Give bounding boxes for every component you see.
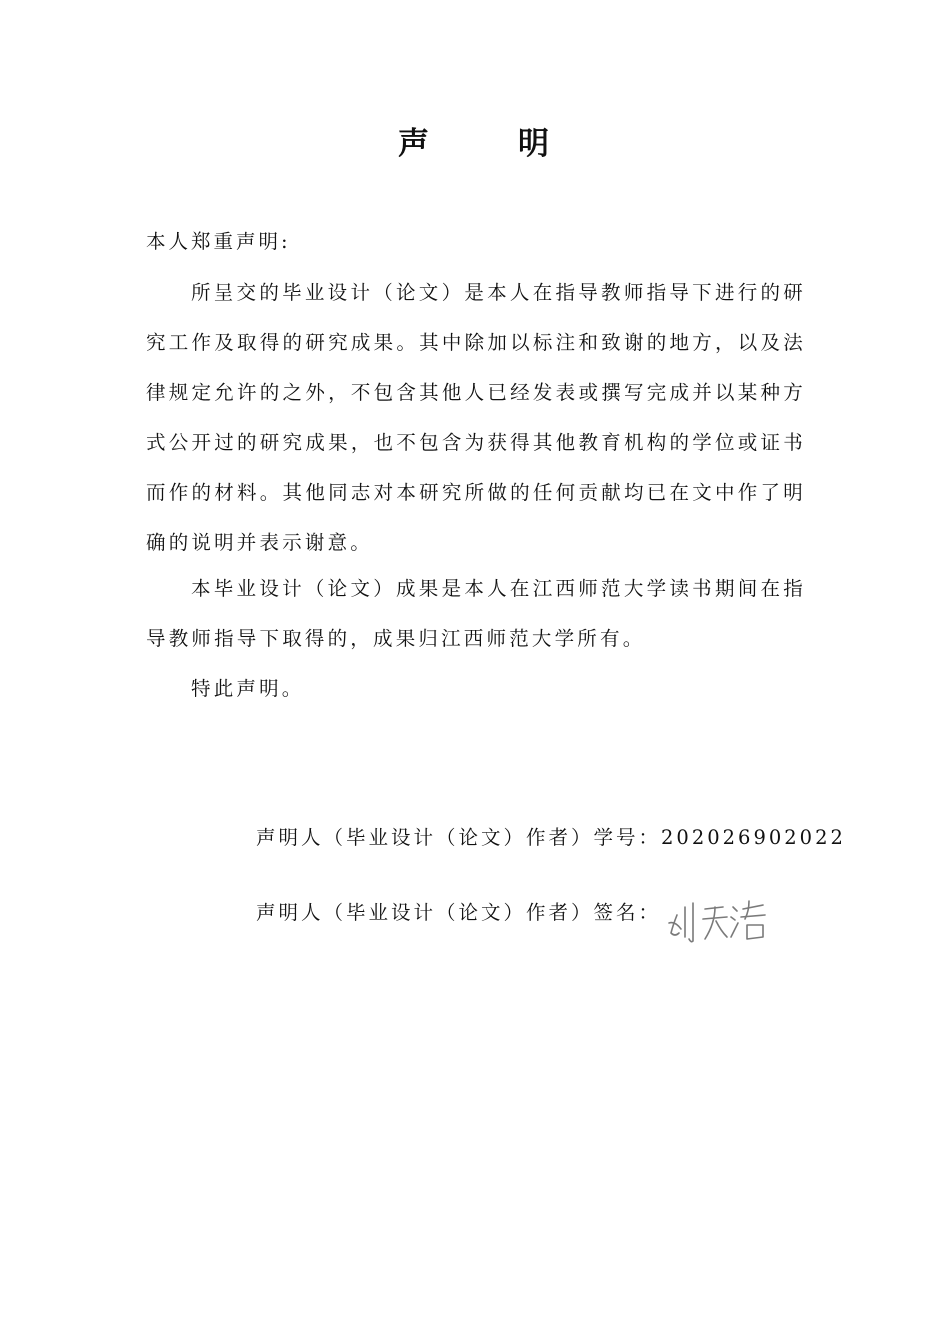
declaration-paragraph-ownership: 本毕业设计（论文）成果是本人在江西师范大学读书期间在指导教师指导下取得的，成果归江西师范大学所有。 [146,577,806,650]
title-char-1: 声 [398,126,432,162]
salutation: 本人郑重声明: [146,230,291,253]
signature-label-line: 声明人（毕业设计（论文）作者）签名： [256,901,662,924]
handwritten-signature [665,893,775,949]
title-char-2: 明 [518,126,552,162]
student-id-line: 声明人（毕业设计（论文）作者）学号：202026902022 [256,826,846,849]
declaration-paragraph-closing: 特此声明。 [191,677,305,700]
declaration-paragraph-originality: 所呈交的毕业设计（论文）是本人在指导教师指导下进行的研究工作及取得的研究成果。其中除加以标注和致谢的地方，以及法律规定允许的之外，不包含其他人已经发表或撰写完成并以某种方式公开过的研究成果，也不包含为获得其他教育机构的学位或证书而作的材料。其他同志对本研究所做的任何贡献均已在文中作了明确的说明并表示谢意。 [146,281,806,554]
page-title [0,118,950,163]
